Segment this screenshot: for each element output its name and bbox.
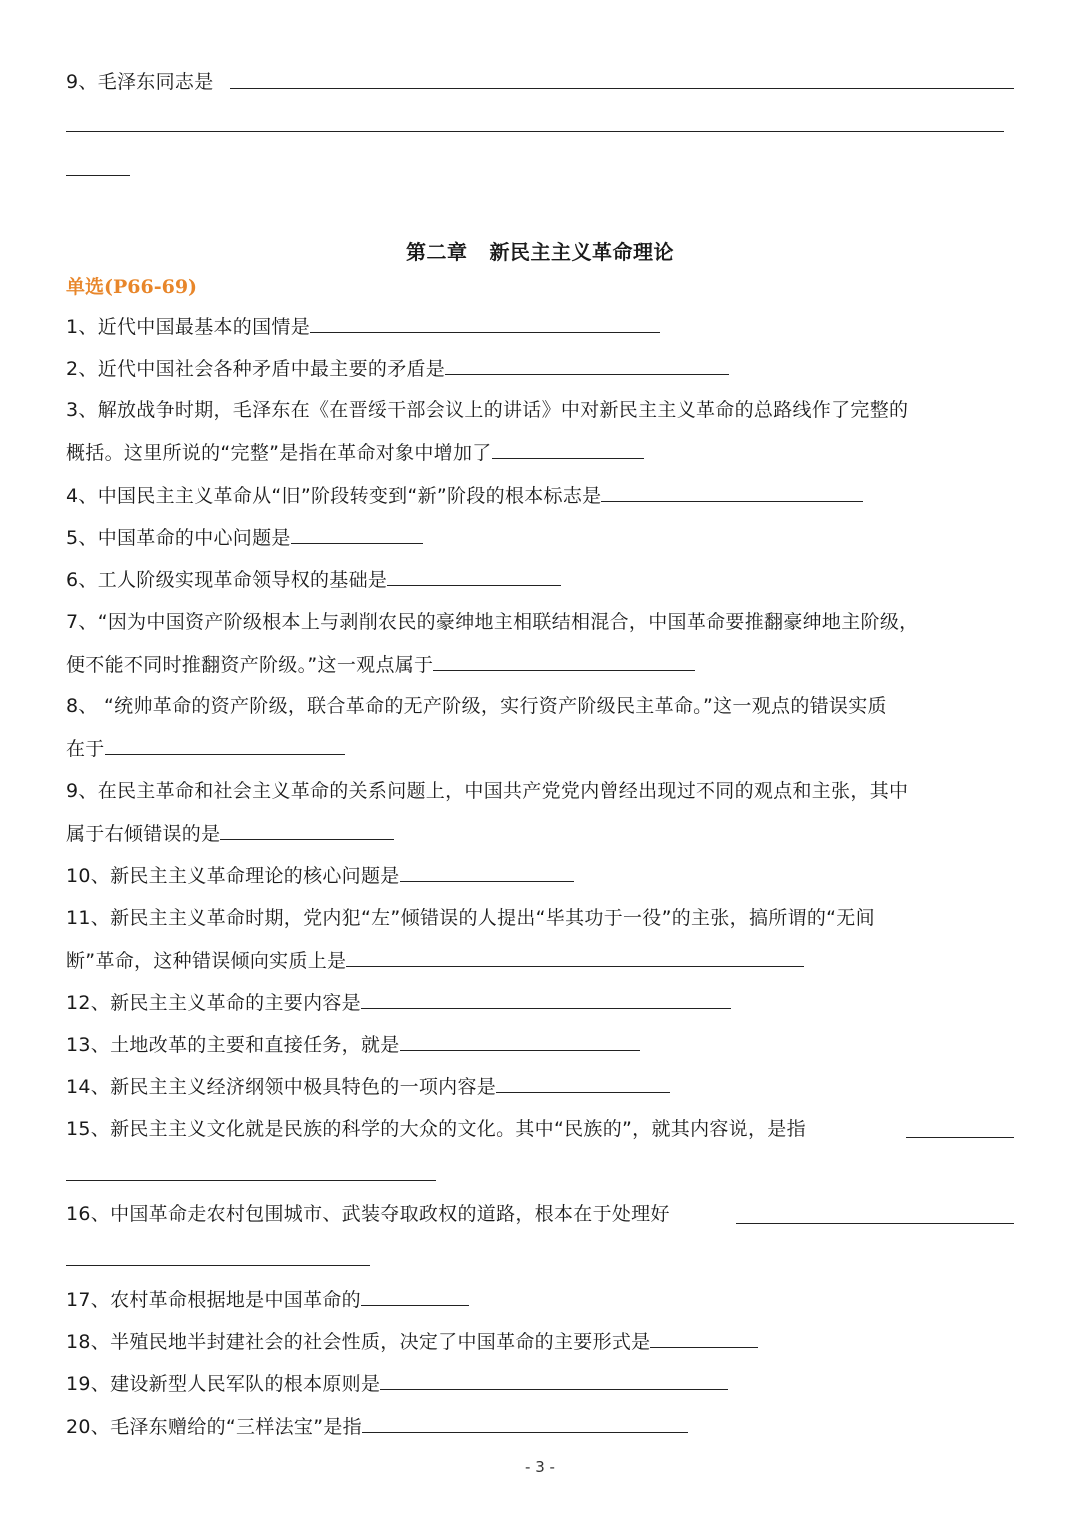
answer-blank[interactable] <box>601 483 863 502</box>
prev-question-text: 9、毛泽东同志是 <box>66 71 214 93</box>
question-9-cont <box>66 821 394 846</box>
answer-blank[interactable] <box>650 1329 758 1348</box>
chapter-number: 第二章 <box>406 240 468 264</box>
answer-blank[interactable] <box>346 948 804 967</box>
prev-question-9 <box>66 70 214 94</box>
answer-blank[interactable] <box>105 736 345 755</box>
question-7-cont <box>66 652 695 677</box>
answer-blank[interactable] <box>445 356 729 375</box>
question-text: 15、新民主主义文化就是民族的科学的大众的文化。其中“民族的”，就其内容说，是指 <box>66 1118 806 1140</box>
question-20 <box>66 1414 688 1439</box>
question-text: 13、土地改革的主要和直接任务，就是 <box>66 1034 400 1056</box>
answer-blank[interactable] <box>220 821 394 840</box>
page-number: - 3 - <box>525 1458 555 1476</box>
question-15 <box>66 1117 806 1141</box>
question-10 <box>66 863 574 888</box>
question-text: 断”革命，这种错误倾向实质上是 <box>66 950 347 972</box>
question-13 <box>66 1032 640 1057</box>
question-12 <box>66 990 731 1015</box>
answer-blank[interactable] <box>291 525 423 544</box>
question-text: 1、近代中国最基本的国情是 <box>66 316 310 338</box>
question-text: 8、 “统帅革命的资产阶级，联合革命的无产阶级，实行资产阶级民主革命。”这一观点的错误实质 <box>66 695 887 717</box>
question-text: 11、新民主主义革命时期，党内犯“左”倾错误的人提出“毕其功于一役”的主张，搞所谓的“无间 <box>66 907 875 929</box>
question-text: 便不能不同时推翻资产阶级。”这一观点属于 <box>66 654 434 676</box>
question-7 <box>66 610 918 634</box>
question-text: 18、半殖民地半封建社会的社会性质，决定了中国革命的主要形式是 <box>66 1331 651 1353</box>
question-1 <box>66 314 660 339</box>
question-3-cont <box>66 440 644 465</box>
question-text: 12、新民主主义革命的主要内容是 <box>66 992 361 1014</box>
question-text: 17、农村革命根据地是中国革命的 <box>66 1289 361 1311</box>
chapter-title <box>0 236 1080 265</box>
question-4 <box>66 483 863 508</box>
question-text: 10、新民主主义革命理论的核心问题是 <box>66 865 400 887</box>
answer-blank[interactable] <box>387 567 561 586</box>
question-text: 4、中国民主主义革命从“旧”阶段转变到“新”阶段的根本标志是 <box>66 485 602 507</box>
question-9 <box>66 779 908 803</box>
answer-blank[interactable] <box>66 175 130 176</box>
question-text: 2、近代中国社会各种矛盾中最主要的矛盾是 <box>66 358 446 380</box>
answer-blank[interactable] <box>361 990 731 1009</box>
answer-blank[interactable] <box>433 652 695 671</box>
question-19 <box>66 1371 728 1396</box>
question-text: 6、工人阶级实现革命领导权的基础是 <box>66 569 388 591</box>
question-text: 3、解放战争时期，毛泽东在《在晋绥干部会议上的讲话》中对新民主主义革命的总路线作了完整的 <box>66 399 909 421</box>
question-text: 9、在民主革命和社会主义革命的关系问题上，中国共产党党内曾经出现过不同的观点和主张，其中 <box>66 780 909 802</box>
question-text: 概括。这里所说的“完整”是指在革命对象中增加了 <box>66 442 492 464</box>
question-8-cont <box>66 736 345 761</box>
answer-blank[interactable] <box>380 1371 728 1390</box>
answer-blank[interactable] <box>230 88 1014 89</box>
question-text: 7、“因为中国资产阶级根本上与剥削农民的豪绅地主相联结相混合，中国革命要推翻豪绅地主阶级， <box>66 611 919 633</box>
question-14 <box>66 1074 670 1099</box>
question-text: 14、新民主主义经济纲领中极具特色的一项内容是 <box>66 1076 497 1098</box>
answer-blank[interactable] <box>66 131 1004 132</box>
answer-blank[interactable] <box>361 1287 469 1306</box>
answer-blank[interactable] <box>400 1032 640 1051</box>
question-text: 在于 <box>66 738 105 760</box>
question-11-cont <box>66 948 804 973</box>
question-16 <box>66 1202 670 1226</box>
chapter-name: 新民主主义革命理论 <box>489 240 674 264</box>
question-text: 5、中国革命的中心问题是 <box>66 527 291 549</box>
answer-blank[interactable] <box>66 1180 436 1181</box>
question-6 <box>66 567 561 592</box>
section-label: 单选(P66-69) <box>66 276 198 298</box>
question-text: 属于右倾错误的是 <box>66 823 221 845</box>
question-11 <box>66 906 875 930</box>
question-text: 19、建设新型人民军队的根本原则是 <box>66 1373 381 1395</box>
question-3 <box>66 398 908 422</box>
answer-blank[interactable] <box>310 314 660 333</box>
answer-blank[interactable] <box>496 1074 670 1093</box>
question-text: 20、毛泽东赠给的“三样法宝”是指 <box>66 1416 362 1438</box>
question-8 <box>66 694 887 718</box>
question-text: 16、中国革命走农村包围城市、武装夺取政权的道路，根本在于处理好 <box>66 1203 670 1225</box>
answer-blank[interactable] <box>492 440 644 459</box>
answer-blank[interactable] <box>736 1223 1014 1224</box>
answer-blank[interactable] <box>400 863 574 882</box>
answer-blank[interactable] <box>66 1265 370 1266</box>
answer-blank[interactable] <box>906 1137 1014 1138</box>
question-18 <box>66 1329 758 1354</box>
question-5 <box>66 525 423 550</box>
question-2 <box>66 356 729 381</box>
question-17 <box>66 1287 469 1312</box>
answer-blank[interactable] <box>362 1414 688 1433</box>
